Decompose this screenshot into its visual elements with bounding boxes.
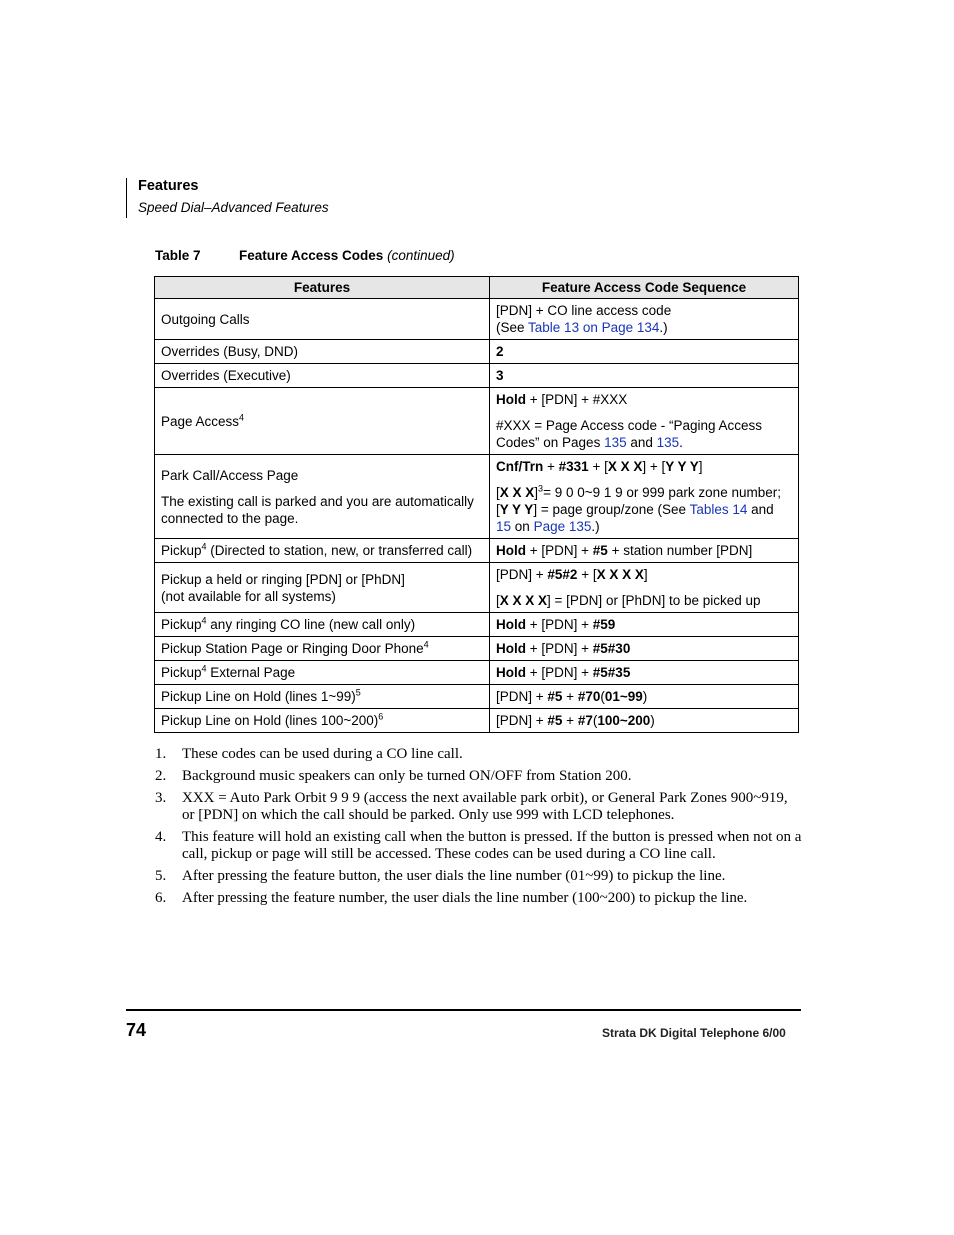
- table-row: [155, 613, 799, 637]
- sequence-text: (: [592, 713, 598, 728]
- feature-cell: [155, 613, 490, 637]
- feature-cell: [155, 539, 490, 563]
- footnote-ref: 6: [378, 711, 384, 722]
- sequence-text: ): [642, 689, 648, 704]
- code-text: #331: [558, 459, 589, 474]
- sequence-text: +: [562, 689, 578, 704]
- feature-text: (Directed to station, new, or transferred call): [206, 543, 473, 558]
- code-text: 01~99: [604, 689, 643, 704]
- table-header-row: [155, 277, 799, 299]
- table-row: [155, 388, 799, 455]
- code-text: 2: [496, 344, 504, 359]
- footnote-item: [155, 829, 803, 863]
- feature-text: Pickup a held or ringing [PDN] or [PhDN]: [161, 571, 405, 587]
- sequence-text: and: [747, 502, 774, 517]
- feature-text: Pickup Station Page or Ringing Door Phone: [161, 641, 424, 656]
- table-row: [155, 637, 799, 661]
- sequence-text: ): [650, 713, 655, 728]
- sequence-text: ]: [534, 485, 539, 500]
- footnote-ref: 4: [239, 412, 245, 422]
- table-row: [155, 340, 799, 364]
- sequence-text: .): [591, 519, 600, 534]
- sequence-text: + station number [PDN]: [607, 543, 753, 558]
- sequence-cell: [490, 455, 799, 539]
- sequence-text: [: [496, 485, 500, 500]
- table-row: [155, 455, 799, 539]
- feature-cell: Overrides (Executive): [155, 364, 490, 388]
- footer-rule: [126, 1009, 801, 1011]
- sequence-cell: [490, 709, 799, 733]
- sequence-note: #XXX = Page Access code - “Paging Access Codes” on Pages: [496, 418, 763, 450]
- sequence-text: [: [496, 593, 500, 608]
- sequence-cell: [490, 637, 799, 661]
- code-text: #5: [547, 713, 563, 728]
- table-15-link[interactable]: 15: [496, 519, 512, 534]
- sequence-text: (See: [496, 320, 529, 335]
- cnf-trn-key: Cnf/Trn: [496, 459, 544, 474]
- sequence-text: +: [562, 713, 578, 728]
- footnote-item: [155, 868, 803, 885]
- feature-cell: [155, 661, 490, 685]
- sequence-text: + [PDN] +: [526, 665, 593, 680]
- footnote-text: After pressing the feature number, the user dials the line number (100~200) to pickup the line.: [182, 890, 748, 906]
- page-number: 74: [126, 1020, 147, 1040]
- code-text: #5: [592, 543, 608, 558]
- footnote-text: XXX = Auto Park Orbit 9 9 9 (access the next available park orbit), or General Park Zones 900~919, or [PDN] on which the call should be parked. Only use 999 with LCD telephones.: [182, 790, 788, 823]
- code-text: X X X: [499, 485, 535, 500]
- section-title: Features: [138, 178, 199, 194]
- code-text: #7: [577, 713, 593, 728]
- footnote-number: 5.: [155, 868, 167, 884]
- footnote-item: [155, 768, 803, 785]
- sequence-cell: [490, 563, 799, 613]
- feature-cell: Overrides (Busy, DND): [155, 340, 490, 364]
- hold-key: Hold: [496, 641, 526, 656]
- footnote-ref: 3: [538, 483, 544, 494]
- sequence-text: and: [626, 435, 657, 450]
- feature-cell: Outgoing Calls: [155, 299, 490, 340]
- code-text: #5: [547, 689, 563, 704]
- code-text: #5#30: [592, 641, 631, 656]
- code-text: #5#2: [547, 567, 578, 582]
- feature-cell: [155, 709, 490, 733]
- subsection-title: Speed Dial–Advanced Features: [138, 200, 329, 215]
- footnote-number: 2.: [155, 768, 167, 784]
- sequence-text: [PDN] +: [496, 713, 548, 728]
- page-135-link[interactable]: 135: [656, 435, 680, 450]
- feature-cell: [155, 563, 490, 613]
- code-text: #70: [577, 689, 601, 704]
- code-text: X X X X: [596, 567, 644, 582]
- page-135-link[interactable]: 135: [604, 435, 627, 450]
- footnote-item: [155, 790, 803, 824]
- sequence-text: + [PDN] +: [526, 641, 593, 656]
- feature-text: Page Access: [161, 413, 240, 429]
- footnote-item: [155, 746, 803, 763]
- footnote-text: After pressing the feature button, the user dials the line number (01~99) to pickup the line.: [182, 868, 726, 884]
- table-row: [155, 709, 799, 733]
- footnote-ref: 4: [423, 639, 429, 650]
- sequence-text: + [PDN] +: [526, 617, 593, 632]
- page-135-link[interactable]: Page 135: [533, 519, 592, 534]
- code-text: #59: [592, 617, 616, 632]
- code-text: #5#35: [592, 665, 631, 680]
- sequence-text: = 9 0 0~9 1 9 or 999 park zone number; [: [496, 485, 781, 517]
- sequence-text: ] + [: [642, 459, 666, 474]
- code-text: X X X: [607, 459, 643, 474]
- table-caption: [155, 248, 455, 263]
- feature-text: Pickup: [161, 665, 202, 680]
- sequence-text: + [PDN] +: [526, 543, 593, 558]
- hold-key: Hold: [496, 665, 526, 680]
- sequence-text: + [: [577, 567, 597, 582]
- footnote-text: This feature will hold an existing call when the button is pressed. If the button is pressed when not on a call, pickup or page will still be accessed. These codes can be used during a CO line call.: [182, 829, 802, 862]
- table-row: [155, 685, 799, 709]
- footnotes-list: [155, 746, 803, 912]
- footnote-number: 1.: [155, 746, 167, 762]
- sequence-cell: [490, 613, 799, 637]
- feature-text: Pickup: [161, 543, 202, 558]
- table-row: [155, 539, 799, 563]
- sequence-text: ]: [643, 567, 648, 582]
- sequence-text: +: [543, 459, 559, 474]
- footnote-ref: 4: [201, 541, 207, 552]
- hold-key: Hold: [496, 617, 526, 632]
- footnote-ref: 5: [355, 687, 361, 698]
- footnote-ref: 4: [201, 663, 207, 674]
- tables-14-link[interactable]: Tables 14: [689, 502, 748, 517]
- footnote-number: 4.: [155, 829, 167, 845]
- hold-key: Hold: [496, 543, 526, 558]
- sequence-text: .): [659, 320, 668, 335]
- code-text: 100~200: [597, 713, 651, 728]
- feature-cell: [155, 637, 490, 661]
- sequence-text: [PDN] +: [496, 689, 548, 704]
- sequence-cell: [490, 388, 799, 455]
- hold-key: Hold: [496, 392, 526, 407]
- sequence-cell: [490, 661, 799, 685]
- sequence-text: + [: [588, 459, 608, 474]
- feature-text: Pickup Line on Hold (lines 1~99): [161, 689, 356, 704]
- table-row: [155, 364, 799, 388]
- sequence-text: ]: [698, 459, 703, 474]
- code-text: X X X X: [499, 593, 548, 608]
- header-rule: [126, 178, 127, 218]
- table-continued: (continued): [387, 248, 455, 263]
- sequence-text: [PDN] +: [496, 567, 548, 582]
- feature-description: The existing call is parked and you are automatically connected to the page.: [161, 493, 474, 526]
- feature-access-codes-table: [154, 276, 799, 733]
- sequence-text: (: [600, 689, 605, 704]
- column-header-features: Features: [155, 277, 490, 299]
- sequence-cell: [490, 539, 799, 563]
- feature-cell: [155, 388, 490, 455]
- table-row: [155, 661, 799, 685]
- table-title: Feature Access Codes: [239, 248, 384, 263]
- feature-text: Park Call/Access Page: [161, 467, 299, 483]
- footnote-ref: 4: [201, 615, 207, 626]
- code-text: Y Y Y: [665, 459, 699, 474]
- sequence-cell: [490, 685, 799, 709]
- sequence-cell: [490, 299, 799, 340]
- footnote-number: 3.: [155, 790, 167, 806]
- column-header-sequence: Feature Access Code Sequence: [490, 277, 799, 299]
- sequence-cell: [490, 364, 799, 388]
- sequence-text: .: [679, 435, 683, 450]
- sequence-text: ] = page group/zone (See: [533, 502, 690, 517]
- table-row: [155, 299, 799, 340]
- feature-text: (not available for all systems): [161, 588, 336, 604]
- table-row: [155, 563, 799, 613]
- sequence-text: [PDN] + CO line access code: [496, 303, 672, 318]
- feature-text: Pickup Line on Hold (lines 100~200): [161, 713, 379, 728]
- feature-text: any ringing CO line (new call only): [206, 617, 416, 632]
- sequence-cell: [490, 340, 799, 364]
- table-13-link[interactable]: Table 13 on Page 134: [528, 320, 660, 335]
- sequence-text: + [PDN] + #XXX: [526, 392, 628, 407]
- footnote-number: 6.: [155, 890, 167, 906]
- table-number: Table 7: [155, 248, 201, 263]
- footnote-text: Background music speakers can only be turned ON/OFF from Station 200.: [182, 768, 632, 784]
- feature-cell: [155, 685, 490, 709]
- code-text: 3: [496, 368, 504, 383]
- sequence-text: ] = [PDN] or [PhDN] to be picked up: [547, 593, 761, 608]
- footnote-item: [155, 890, 803, 907]
- footnote-text: These codes can be used during a CO line call.: [182, 746, 463, 762]
- code-text: Y Y Y: [499, 502, 534, 517]
- feature-text: External Page: [206, 665, 296, 680]
- sequence-text: on: [511, 519, 534, 534]
- feature-text: Pickup: [161, 617, 202, 632]
- feature-cell: [155, 455, 490, 539]
- footer-publication: Strata DK Digital Telephone 6/00: [602, 1026, 786, 1040]
